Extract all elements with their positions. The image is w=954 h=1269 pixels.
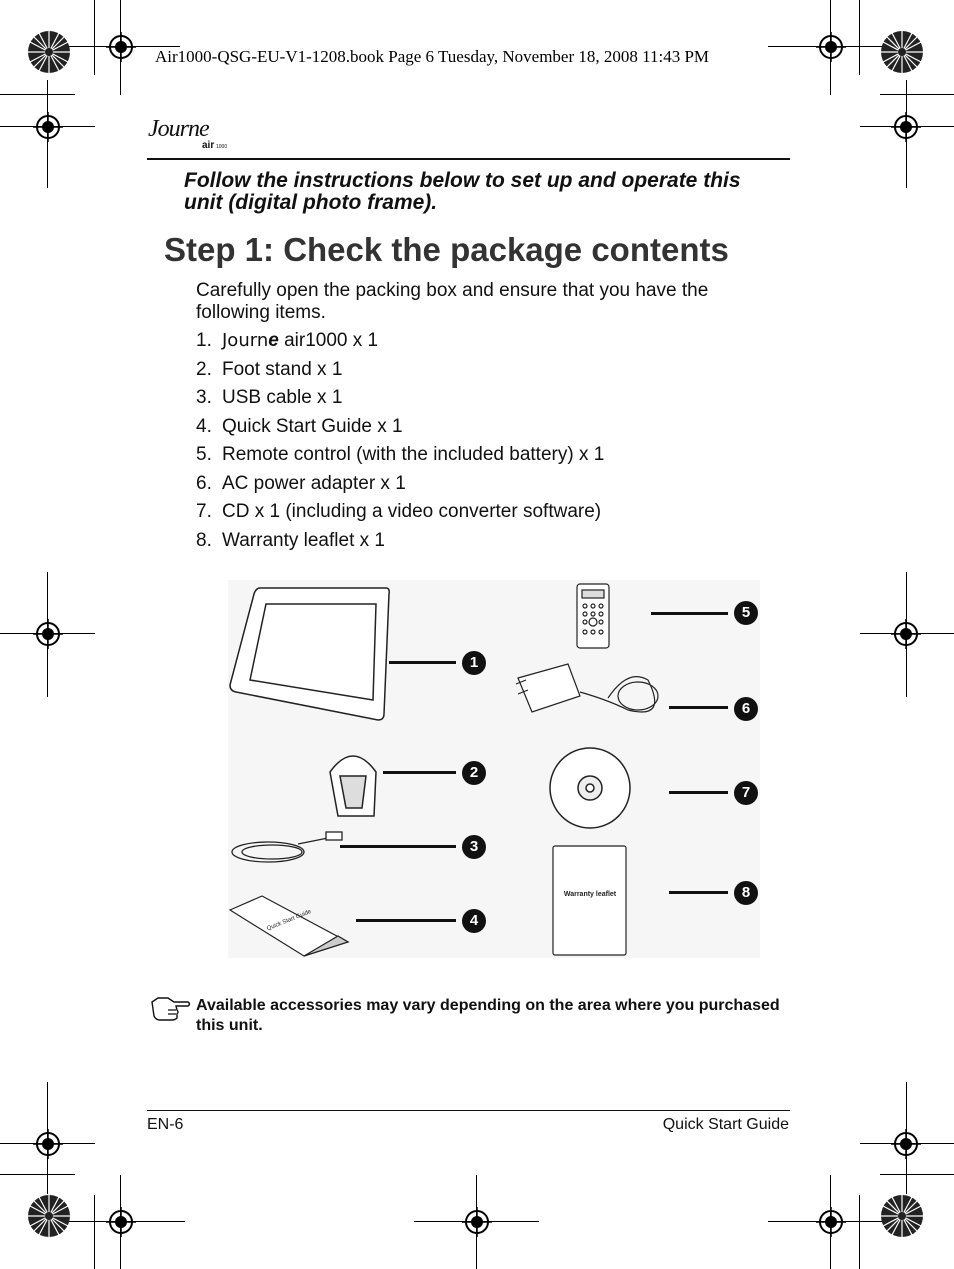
logo-sub: air — [202, 140, 215, 151]
item-text: Warranty leaflet x 1 — [222, 529, 385, 551]
leader-line — [340, 845, 456, 848]
contents-list — [196, 329, 604, 557]
item-text: USB cable x 1 — [222, 387, 343, 408]
item-number: 5. — [196, 444, 212, 465]
instruction-paragraph: Carefully open the packing box and ensure that you have the following items. — [196, 280, 709, 323]
cd-icon — [550, 748, 630, 828]
warranty-label: Warranty leaflet — [563, 891, 617, 898]
registration-target-icon — [462, 1207, 492, 1237]
header-rule — [147, 158, 790, 160]
ac-adapter-icon — [516, 664, 658, 712]
leader-line — [669, 791, 728, 794]
list-item — [196, 386, 604, 415]
item-number: 1. — [196, 330, 212, 351]
item-text: Remote control (with the included battery) x 1 — [222, 444, 605, 465]
footer-rule — [147, 1110, 790, 1111]
package-contents-figure — [228, 580, 760, 958]
registration-target-icon — [816, 1207, 846, 1237]
item-number: 2. — [196, 358, 212, 380]
registration-target-icon — [33, 619, 63, 649]
list-item — [196, 500, 604, 529]
callout-4: 4 — [462, 909, 486, 933]
registration-target-icon — [106, 1207, 136, 1237]
list-item — [196, 529, 604, 558]
starburst-target-icon — [27, 30, 71, 74]
item-text: Foot stand x 1 — [222, 358, 343, 380]
warranty-leaflet-icon — [553, 846, 626, 955]
contents-illustration — [228, 580, 760, 958]
item-text: AC power adapter x 1 — [222, 472, 406, 494]
logo-tiny: 1000 — [216, 144, 228, 150]
leader-line — [669, 891, 728, 894]
registration-target-icon — [33, 1129, 63, 1159]
item-text: CD x 1 (including a video converter software) — [222, 501, 602, 522]
leader-line — [383, 771, 456, 774]
footer-title: Quick Start Guide — [662, 1116, 789, 1133]
item-number: 6. — [196, 472, 212, 494]
pointing-hand-icon — [150, 996, 192, 1022]
print-slug: Air1000-QSG-EU-V1-1208.book Page 6 Tuesday, November 18, 2008 11:43 PM — [155, 47, 710, 66]
item-text: air1000 x 1 — [278, 330, 379, 351]
leader-line — [389, 661, 456, 664]
note-text: Available accessories may vary depending on the area where you purchased this unit. — [196, 997, 780, 1034]
brand-name-e: e — [268, 330, 279, 351]
intro-text: Follow the instructions below to set up and operate this unit (digital photo frame). — [184, 169, 741, 214]
callout-1: 1 — [462, 651, 486, 675]
starburst-target-icon — [880, 30, 924, 74]
brand-name: Journ — [222, 330, 269, 351]
quick-start-guide-icon — [230, 896, 348, 956]
leader-line — [651, 612, 728, 615]
callout-8: 8 — [734, 881, 758, 905]
guide-label: Quick Start Guide — [266, 908, 313, 933]
leader-line — [356, 919, 456, 922]
callout-7: 7 — [734, 781, 758, 805]
item-number: 7. — [196, 501, 212, 522]
list-item — [196, 358, 604, 387]
remote-control-icon — [577, 584, 609, 648]
item-number: 4. — [196, 415, 212, 437]
page-number: EN-6 — [147, 1116, 184, 1133]
registration-target-icon — [33, 112, 63, 142]
callout-5: 5 — [734, 601, 758, 625]
registration-target-icon — [891, 619, 921, 649]
starburst-target-icon — [880, 1194, 924, 1238]
page-title: Step 1: Check the package contents — [164, 231, 729, 268]
list-item — [196, 443, 604, 472]
photo-frame-icon — [230, 588, 389, 720]
logo-script: Journe — [148, 116, 209, 142]
usb-cable-icon — [232, 832, 342, 862]
callout-2: 2 — [462, 761, 486, 785]
list-item — [196, 472, 604, 501]
registration-target-icon — [891, 112, 921, 142]
registration-target-icon — [891, 1129, 921, 1159]
registration-target-icon — [106, 32, 136, 62]
brand-logo — [146, 116, 246, 160]
registration-target-icon — [816, 32, 846, 62]
callout-3: 3 — [462, 835, 486, 859]
starburst-target-icon — [27, 1194, 71, 1238]
item-number: 8. — [196, 529, 212, 551]
leader-line — [669, 706, 728, 709]
foot-stand-icon — [330, 756, 376, 816]
list-item — [196, 329, 604, 358]
item-number: 3. — [196, 387, 212, 408]
list-item — [196, 415, 604, 444]
callout-6: 6 — [734, 697, 758, 721]
item-text: Quick Start Guide x 1 — [222, 415, 403, 437]
